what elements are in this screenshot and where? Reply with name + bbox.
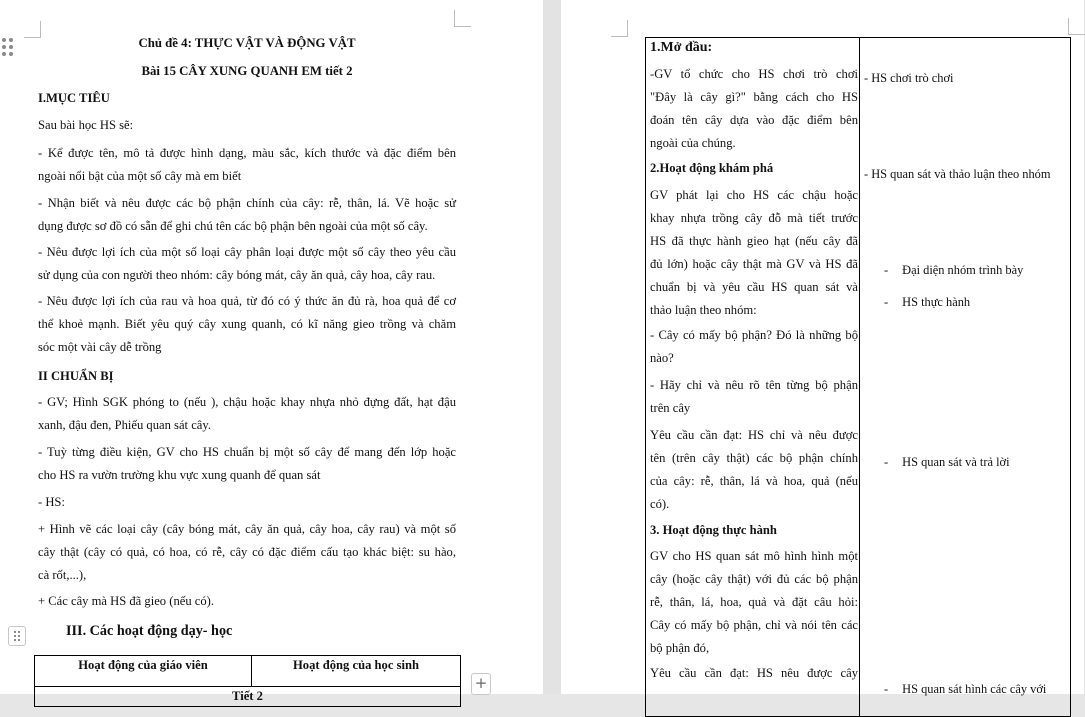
section-heading-activities: III. Các hoạt động dạy- học [66, 623, 233, 639]
heading-intro: 1.Mở đầu: [650, 40, 713, 55]
topic-title: Chủ đề 4: THỰC VẬT VÀ ĐỘNG VẬT [138, 36, 356, 50]
table-move-handle[interactable] [8, 626, 26, 646]
page-gutter [543, 0, 561, 694]
margin-corner-mark [1068, 18, 1085, 35]
section-heading-objectives: I.MỤC TIÊU [38, 91, 110, 105]
margin-corner-mark [454, 10, 471, 27]
preparation-item: + Hình vẽ các loại cây (cây bóng mát, cây ăn quả, cây hoa, cây rau) và một số cây thật (cây có quả, có hoa, có rễ, cây có đặc điểm cấu tạo khác biệt: su hào, cà rốt,...), [38, 522, 456, 582]
table-header-student[interactable]: Hoạt động của học sinh [252, 656, 461, 687]
preparation-item: - GV; Hình SGK phóng to (nếu ), chậu hoặc khay nhựa nhỏ đựng đất, hạt đậu xanh, đậu đen, Phiếu quan sát cây. [38, 395, 456, 432]
section-heading-preparation: II CHUẨN BỊ [38, 369, 114, 383]
lesson-title: Bài 15 CÂY XUNG QUANH EM tiết 2 [141, 64, 353, 78]
preparation-item: - HS: [38, 495, 65, 509]
activities-table [34, 655, 461, 707]
preparation-item: - Tuỳ từng điều kiện, GV cho HS chuẩn bị một số cây để mang đến lớp hoặc cho HS ra vườn trường khu vực xung quanh để quan sát [38, 445, 456, 482]
requirement-practice: Yêu cầu cần đạt: HS nêu được cây [650, 666, 858, 680]
intro-text: Sau bài học HS sẽ: [38, 118, 134, 132]
question-parts: - Cây có mấy bộ phận? Đó là những bộ nào? [650, 328, 858, 365]
teacher-activity-cell[interactable] [646, 38, 860, 717]
list-bullet: - [884, 455, 889, 469]
preparation-item: + Các cây mà HS đã gieo (nếu có). [38, 594, 215, 608]
table-header-teacher[interactable]: Hoạt động của giáo viên [35, 656, 252, 687]
student-activity-play: - HS chơi trò chơi [864, 71, 954, 85]
list-bullet: - [884, 295, 889, 309]
list-bullet: - [884, 263, 889, 277]
heading-practice: 3. Hoạt động thực hành [650, 523, 777, 537]
paragraph-practice: GV cho HS quan sát mô hình hình một cây (hoặc cây thật) với đủ các bộ phận rễ, thân, lá, hoa, quả và đặt câu hỏi: Cây có mấy bộ phận, chỉ và nói tên các bộ phận đó, [650, 549, 858, 655]
paragraph-explore: GV phát lại cho HS các chậu hoặc khay nhựa trồng cây đỗ mà tiết trước HS đã thực hành gieo hạt (nếu cây đã đủ lớn) hoặc cây thật mà GV và HS đã chuẩn bị và yêu cầu HS quan sát và thảo luận theo nhóm: [650, 188, 858, 317]
paragraph-intro: -GV tổ chức cho HS chơi trò chơi "Đây là cây gì?" bằng cách cho HS đoán tên cây dựa vào đặc điểm bên ngoài của chúng. [650, 67, 858, 150]
heading-explore: 2.Hoạt động khám phá [650, 161, 774, 175]
requirement-explore: Yêu cầu cần đạt: HS chỉ và nêu được tên (trên cây thật) các bộ phận chính của cây: rễ, thân, lá và hoa, quả (nếu có). [650, 428, 858, 511]
list-bullet: - [884, 682, 889, 696]
objective-item: - Nhận biết và nêu được các bộ phận chính của cây: rễ, thân, lá. Vẽ hoặc sử dụng được sơ đồ có sẵn để ghi chú tên các bộ phận bên ngoài của một số cây. [38, 196, 456, 233]
student-list-item: - HS quan sát hình các cây với [884, 682, 1047, 696]
drag-handle-icon[interactable] [2, 38, 13, 56]
margin-corner-mark [611, 20, 628, 37]
objective-item: - Kể được tên, mô tả được hình dạng, màu sắc, kích thước và đặc điểm bên ngoài nổi bật của một số cây mà em biết [38, 146, 456, 183]
student-list-item: - HS thực hành [884, 295, 971, 309]
student-activity-discuss: - HS quan sát và thảo luận theo nhóm [864, 167, 1051, 181]
question-point: - Hãy chỉ và nêu rõ tên từng bộ phận trên cây [650, 378, 858, 415]
objective-item: - Nêu được lợi ích của một số loại cây phân loại được một số cây theo yêu cầu sử dụng của con người theo nhóm: cây bóng mát, cây ăn quả, cây hoa, cây rau. [38, 245, 456, 282]
student-list-item: - HS quan sát và trả lời [884, 455, 1010, 469]
student-activity-cell[interactable] [860, 38, 1071, 717]
drag-dots-icon [14, 631, 20, 641]
document-page-right [561, 0, 1084, 694]
table-row-period[interactable]: Tiết 2 [35, 687, 461, 707]
add-row-button[interactable]: + [471, 673, 491, 695]
objective-item: - Nêu được lợi ích của rau và hoa quả, từ đó có ý thức ăn đủ rà, hoa quả để cơ thể khoẻ mạnh. Biết yêu quý cây xung quanh, có kĩ năng gieo trồng và chăm sóc một vài cây dễ trồng [38, 294, 456, 354]
document-page-left [0, 0, 543, 703]
student-list-item: - Đại diện nhóm trình bày [884, 263, 1024, 277]
lesson-activities-table [645, 37, 1071, 717]
